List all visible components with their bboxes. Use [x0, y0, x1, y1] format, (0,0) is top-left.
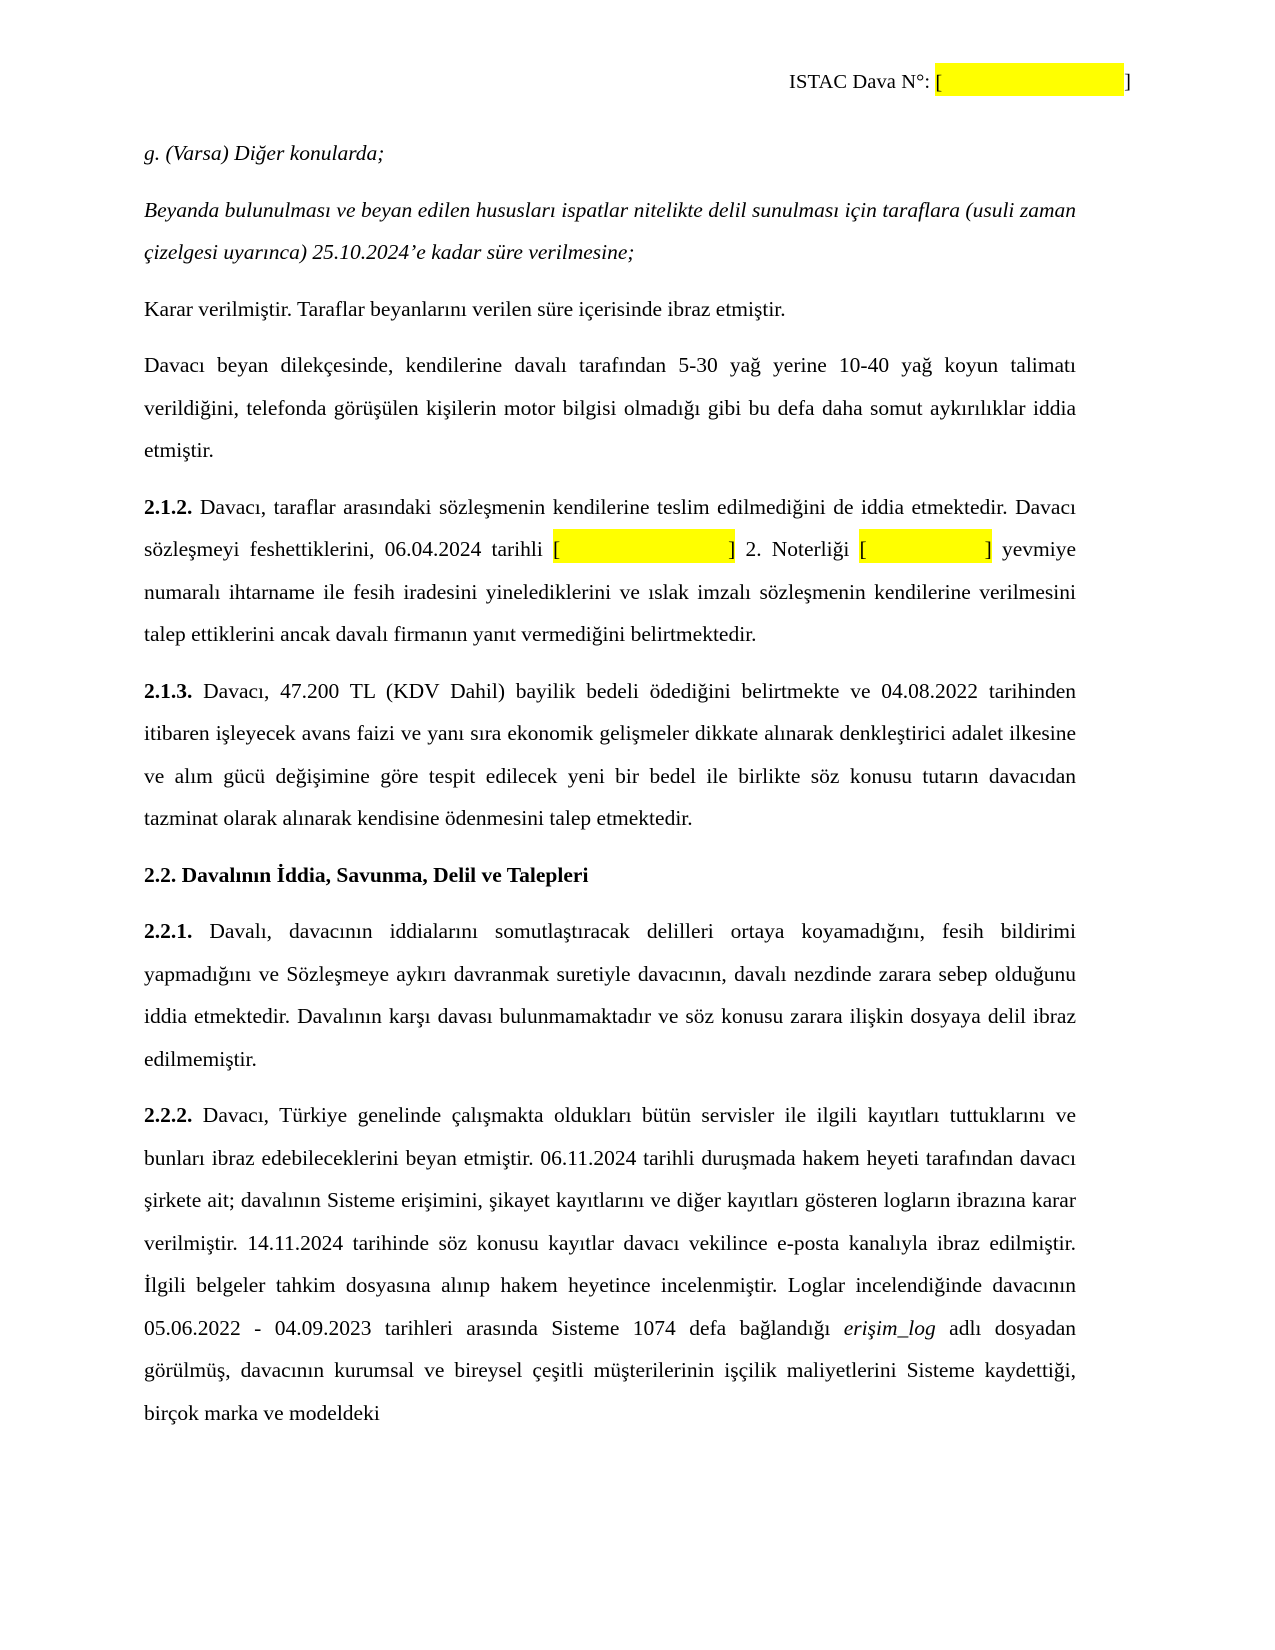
section-2-1-2	[144, 486, 1076, 656]
section-2-2-1	[144, 910, 1076, 1080]
section-2-2-heading: 2.2. Davalının İddia, Savunma, Delil ve Talepleri	[144, 862, 589, 887]
redaction-open-bracket: [	[859, 537, 867, 561]
section-2-1-2-text-2: 2. Noterliği	[735, 537, 860, 561]
section-2-2-2-italic-term: erişim_log	[843, 1315, 936, 1340]
case-number-redaction	[935, 63, 1124, 96]
case-number-label: ISTAC Dava N°:	[789, 71, 931, 93]
section-2-1-2-text-3: yevmiye numaralı ihtarname ile fesih iradesini yinelediklerini ve ıslak imzalı sözleşmenin kendilerine verilmesini talep ettiklerini ancak davalı firmanın yanıt vermediğini belirtmektedir.	[144, 537, 1076, 646]
section-2-1-2-text-1: Davacı, taraflar arasındaki sözleşmenin kendilerine teslim edilmediğini de iddia etmektedir. Davacı sözleşmeyi feshettiklerini, 06.04.2024 tarihli	[144, 494, 1076, 561]
section-2-1-2-redaction-2	[859, 529, 991, 563]
section-2-1-3-number: 2.1.3.	[144, 678, 193, 703]
redaction-close-bracket: ]	[728, 537, 736, 561]
section-2-2-1-text: Davalı, davacının iddialarını somutlaştıracak delilleri ortaya koyamadığını, fesih bildirimi yapmadığını ve Sözleşmeye aykırı davranmak suretiyle davacının, davalı nezdinde zarara sebep olduğunu iddia etmektedir. Davalının karşı davası bulunmamaktadır ve söz konusu zarara ilişkin dosyaya delil ibraz edilmemiştir.	[144, 919, 1076, 1071]
section-2-2-1-number: 2.2.1.	[144, 919, 193, 943]
redaction-fill	[560, 529, 728, 556]
document-body	[144, 132, 1076, 1434]
section-2-1-3	[144, 670, 1076, 840]
redaction-open-bracket: [	[552, 537, 561, 561]
redaction-fill	[942, 63, 1124, 89]
section-2-1-2-redaction-1	[553, 529, 735, 563]
section-2-2-2-text-2: adlı dosyadan görülmüş, davacının kurumsal ve bireysel çeşitli müşterilerinin işçilik maliyetlerini Sisteme kaydettiği, birçok marka ve modeldeki	[144, 1315, 1076, 1425]
case-number-close-bracket: ]	[1124, 71, 1131, 93]
section-2-1-2-number: 2.1.2.	[144, 494, 193, 519]
redaction-open-bracket: [	[935, 72, 943, 94]
page-header	[144, 62, 1131, 96]
redaction-close-bracket: ]	[984, 537, 992, 561]
section-2-2-2-number: 2.2.2.	[144, 1103, 193, 1127]
paragraph-davaci-beyan-dilekcesi: Davacı beyan dilekçesinde, kendilerine davalı tarafından 5-30 yağ yerine 10-40 yağ koyun talimatı verildiğini, telefonda görüşülen kişilerin motor bilgisi olmadığı gibi bu defa daha somut aykırılıklar iddia etmiştir.	[144, 353, 1076, 462]
section-2-2-2-text-1: Davacı, Türkiye genelinde çalışmakta oldukları bütün servisler ile ilgili kayıtları tuttuklarını ve bunları ibraz edebileceklerini beyan etmiştir. 06.11.2024 tarihli duruşmada hakem heyeti tarafından davacı şirkete ait; davalının Sisteme erişimini, şikayet kayıtlarını ve diğer kayıtları gösteren logların ibrazına karar verilmiştir. 14.11.2024 tarihinde söz konusu kayıtlar davacı vekilince e-posta kanalıyla ibraz edilmiştir. İlgili belgeler tahkim dosyasına alınıp hakem heyetince incelenmiştir. Loglar incelendiğinde davacının 05.06.2022 - 04.09.2023 tarihleri arasında Sisteme 1074 defa bağlandığı	[144, 1103, 1076, 1340]
redaction-fill	[867, 529, 985, 556]
paragraph-karar-verilmistir: Karar verilmiştir. Taraflar beyanlarını verilen süre içerisinde ibraz etmiştir.	[144, 296, 786, 321]
section-2-1-3-text: Davacı, 47.200 TL (KDV Dahil) bayilik bedeli ödediğini belirtmekte ve 04.08.2022 tarihinden itibaren işleyecek avans faizi ve yanı sıra ekonomik gelişmeler dikkate alınarak denkleştirici adalet ilkesine ve alım gücü değişimine göre tespit edilecek yeni bir bedel ile birlikte söz konusu tutarın davacıdan tazminat olarak alınarak kendisine ödenmesini talep etmektedir.	[144, 678, 1076, 830]
paragraph-item-g: g. (Varsa) Diğer konularda;	[144, 141, 385, 165]
section-2-2-2	[144, 1094, 1076, 1434]
paragraph-beyan-italic: Beyanda bulunulması ve beyan edilen hususları ispatlar nitelikte delil sunulması için taraflara (usuli zaman çizelgesi uyarınca) 25.10.2024’e kadar süre verilmesine;	[144, 197, 1076, 264]
